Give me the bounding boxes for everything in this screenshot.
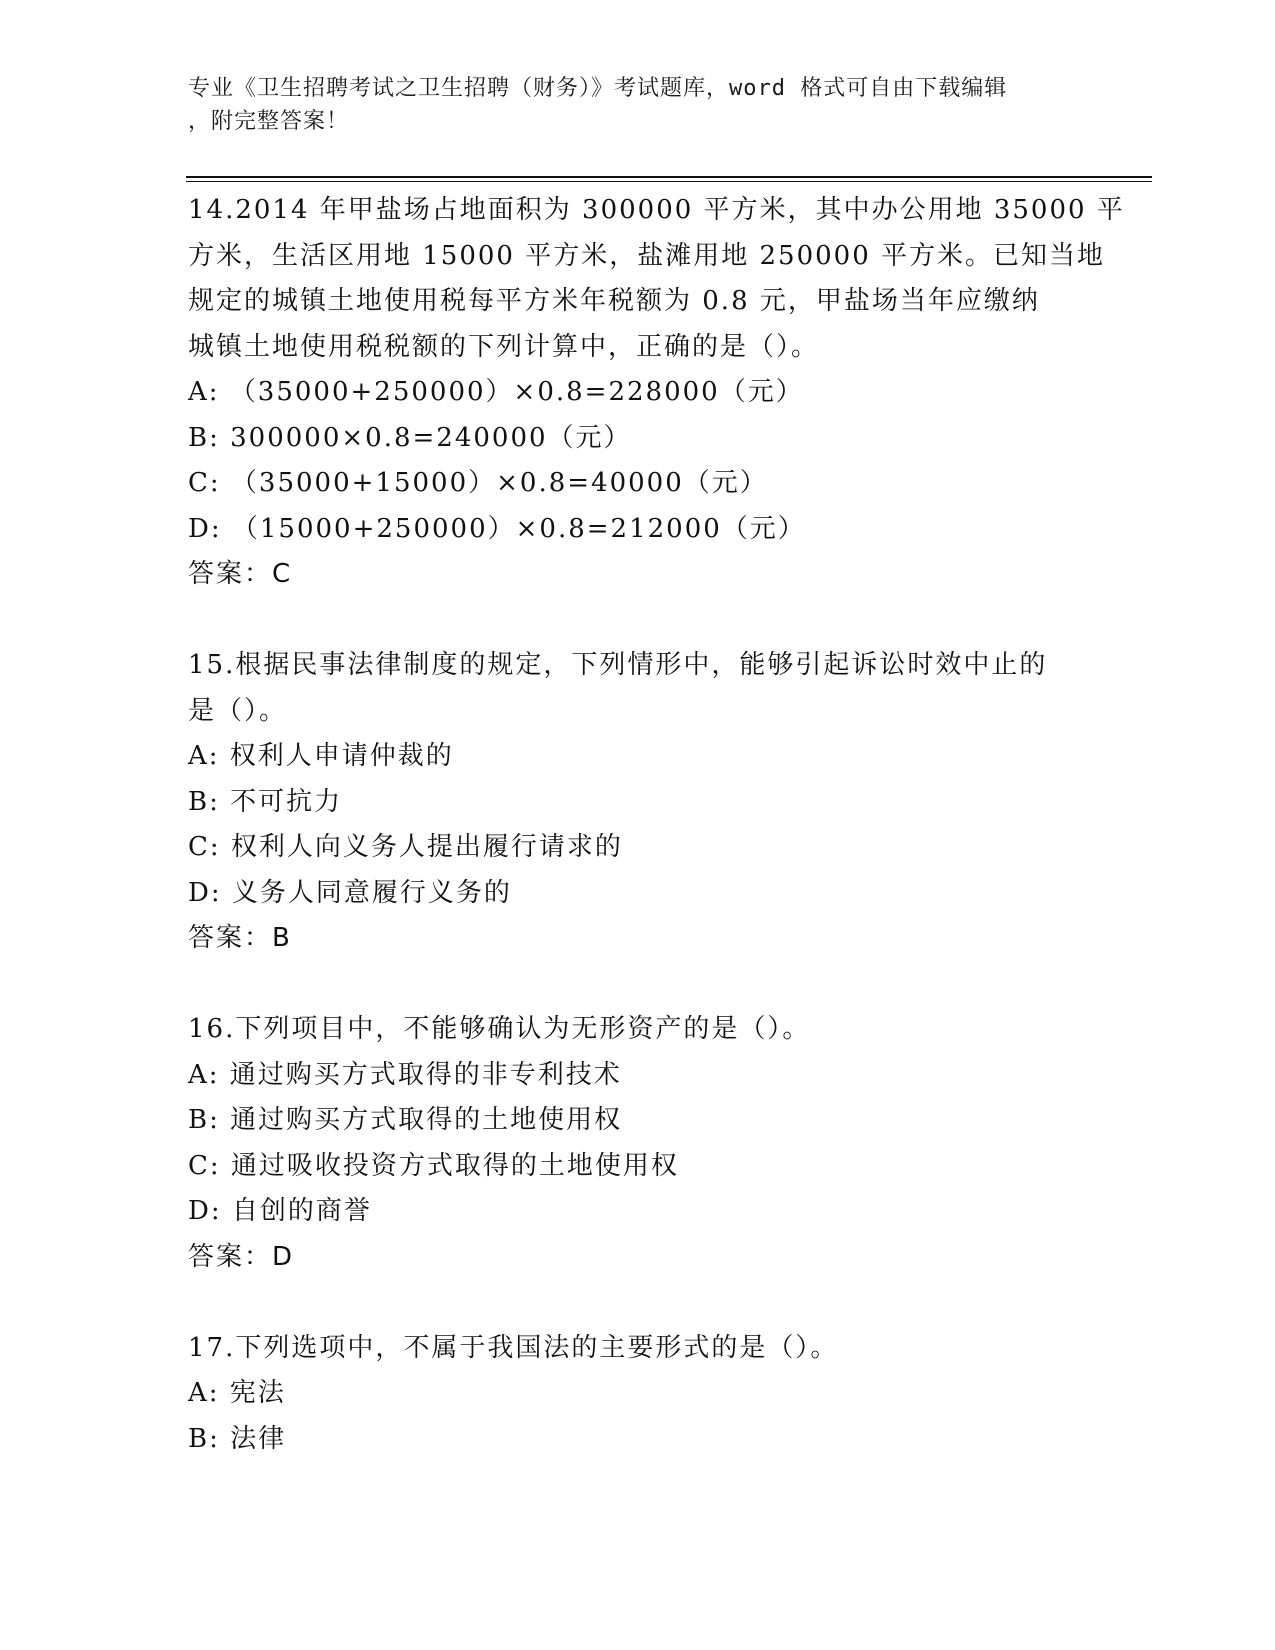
question-stem-line: 17.下列选项中，不属于我国法的主要形式的是（）。 [188, 1332, 839, 1363]
answer-label: 答案：D [188, 1241, 295, 1272]
option-b: B: 通过购买方式取得的土地使用权 [188, 1105, 623, 1135]
option-d: D: 自创的商誉 [188, 1196, 372, 1226]
question-stem-line: 方米，生活区用地 15000 平方米，盐滩用地 250000 平方米。已知当地 [188, 240, 1106, 271]
option-c: C: 通过吸收投资方式取得的土地使用权 [188, 1150, 679, 1181]
question-16 [188, 1007, 1088, 1280]
answer-label: 答案：B [188, 923, 292, 953]
question-stem-line: 是（）。 [188, 695, 288, 726]
option-b: B: 法律 [188, 1423, 287, 1454]
header-divider-thick [186, 176, 1152, 178]
spacer [188, 598, 1088, 644]
question-stem-line: 15.根据民事法律制度的规定，下列情形中，能够引起诉讼时效中止的 [188, 650, 1048, 680]
spacer [188, 962, 1088, 1008]
option-b: B: 不可抗力 [188, 786, 343, 817]
header-divider-thin [186, 181, 1152, 182]
question-stem-line: 14.2014 年甲盐场占地面积为 300000 平方米，其中办公用地 35000 平 [188, 195, 1125, 225]
option-d: D: （15000+250000）×0.8=212000（元） [188, 513, 806, 544]
question-stem-line: 16.下列项目中，不能够确认为无形资产的是（）。 [188, 1014, 811, 1044]
spacer [188, 1280, 1088, 1326]
document-header [188, 72, 1088, 138]
question-15 [188, 643, 1088, 962]
option-a: A: 权利人申请仲裁的 [188, 741, 454, 771]
option-d: D: 义务人同意履行义务的 [188, 877, 512, 908]
option-c: C: 权利人向义务人提出履行请求的 [188, 832, 623, 862]
answer-label: 答案：C [188, 559, 293, 589]
option-c: C: （35000+15000）×0.8=40000（元） [188, 468, 768, 498]
question-14 [188, 188, 1125, 598]
option-a: A: 宪法 [188, 1378, 286, 1408]
header-line-2: ，附完整答案！ [188, 109, 350, 134]
question-17 [188, 1326, 1088, 1463]
header-line-1: 专业《卫生招聘考试之卫生招聘（财务）》考试题库，word 格式可自由下载编辑 [188, 76, 1008, 101]
question-list [188, 188, 1125, 1462]
option-b: B: 300000×0.8=240000（元） [188, 422, 632, 453]
option-a: A: （35000+250000）×0.8=228000（元） [188, 377, 804, 407]
question-stem-line: 规定的城镇土地使用税每平方米年税额为 0.8 元，甲盐场当年应缴纳 [188, 286, 1040, 316]
question-stem-line: 城镇土地使用税税额的下列计算中，正确的是（）。 [188, 331, 820, 362]
option-a: A: 通过购买方式取得的非专利技术 [188, 1059, 622, 1090]
